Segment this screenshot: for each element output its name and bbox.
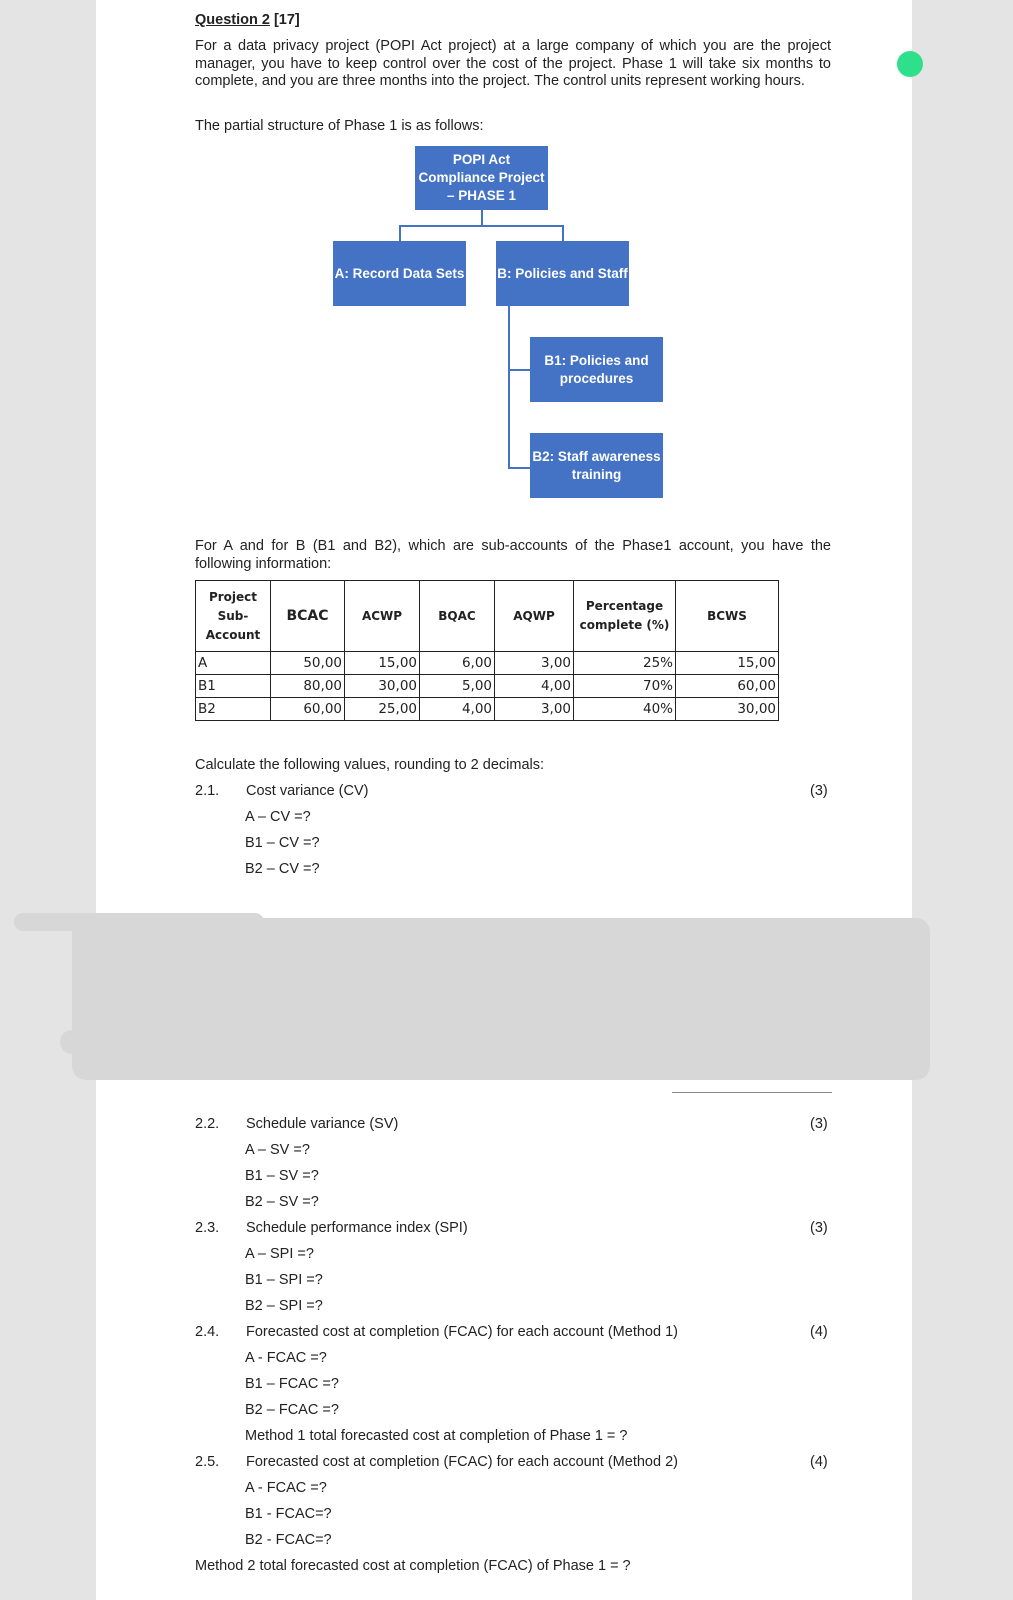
table-cell: 80,00 <box>271 675 345 698</box>
col-header: BQAC <box>420 581 495 652</box>
q23-item: B2 – SPI =? <box>245 1298 323 1314</box>
connector <box>562 225 564 241</box>
q21-item: A – CV =? <box>245 809 311 825</box>
q25-item: B2 - FCAC=? <box>245 1532 332 1548</box>
q24-item: B1 – FCAC =? <box>245 1376 339 1392</box>
table-cell: 30,00 <box>676 698 779 721</box>
org-root-box: POPI Act Compliance Project – PHASE 1 <box>415 146 548 210</box>
q21-item: B2 – CV =? <box>245 861 320 877</box>
table-cell: 70% <box>574 675 676 698</box>
table-cell: 50,00 <box>271 652 345 675</box>
redaction-mark <box>60 1030 360 1054</box>
org-b1-box: B1: Policies and procedures <box>530 337 663 402</box>
connector <box>508 306 510 469</box>
table-cell: A <box>196 652 271 675</box>
status-dot-icon <box>897 51 923 77</box>
table-cell: 60,00 <box>271 698 345 721</box>
q25-marks: (4) <box>810 1454 828 1470</box>
q25-item: A - FCAC =? <box>245 1480 327 1496</box>
org-a-box: A: Record Data Sets <box>333 241 466 306</box>
col-header: Percentage complete (%) <box>574 581 676 652</box>
account-table <box>195 580 779 721</box>
connector <box>399 225 564 227</box>
table-cell: 4,00 <box>420 698 495 721</box>
structure-intro: The partial structure of Phase 1 is as follows: <box>195 118 484 134</box>
table-cell: 3,00 <box>495 652 574 675</box>
q25-item: B1 - FCAC=? <box>245 1506 332 1522</box>
table-cell: 60,00 <box>676 675 779 698</box>
q21-text: Cost variance (CV) <box>246 783 369 799</box>
q23-number: 2.3. <box>195 1220 220 1236</box>
table-cell: 15,00 <box>676 652 779 675</box>
table-row <box>196 652 779 675</box>
q22-text: Schedule variance (SV) <box>246 1116 399 1132</box>
q24-item: A - FCAC =? <box>245 1350 327 1366</box>
col-header: ACWP <box>345 581 420 652</box>
table-cell: 3,00 <box>495 698 574 721</box>
q24-item: B2 – FCAC =? <box>245 1402 339 1418</box>
table-cell: 25,00 <box>345 698 420 721</box>
col-header: AQWP <box>495 581 574 652</box>
table-intro: For A and for B (B1 and B2), which are sub-accounts of the Phase1 account, you have the following information: <box>195 538 831 572</box>
table-cell: B2 <box>196 698 271 721</box>
table-cell: B1 <box>196 675 271 698</box>
q22-item: A – SV =? <box>245 1142 310 1158</box>
q21-item: B1 – CV =? <box>245 835 320 851</box>
connector <box>399 225 401 241</box>
final-question: Method 2 total forecasted cost at completion (FCAC) of Phase 1 = ? <box>195 1558 631 1574</box>
q24-number: 2.4. <box>195 1324 220 1340</box>
col-header: BCAC <box>271 581 345 652</box>
connector <box>481 210 483 226</box>
q23-text: Schedule performance index (SPI) <box>246 1220 468 1236</box>
q24-item: Method 1 total forecasted cost at completion of Phase 1 = ? <box>245 1428 628 1444</box>
table-row <box>196 675 779 698</box>
table-cell: 15,00 <box>345 652 420 675</box>
connector <box>508 467 530 469</box>
redaction-block <box>72 918 930 1080</box>
org-b2-box: B2: Staff awareness training <box>530 433 663 498</box>
table-cell: 5,00 <box>420 675 495 698</box>
col-header: Project Sub-Account <box>196 581 271 652</box>
table-cell: 6,00 <box>420 652 495 675</box>
q22-item: B2 – SV =? <box>245 1194 319 1210</box>
intro-paragraph: For a data privacy project (POPI Act project) at a large company of which you are the project manager, you have to keep control over the cost of the project. Phase 1 will take six months to complete, and you are three months into the project. The control units represent working hours. <box>195 38 831 89</box>
q22-number: 2.2. <box>195 1116 220 1132</box>
q21-number: 2.1. <box>195 783 220 799</box>
table-row <box>196 698 779 721</box>
q25-text: Forecasted cost at completion (FCAC) for each account (Method 2) <box>246 1454 678 1470</box>
q22-marks: (3) <box>810 1116 828 1132</box>
calc-intro: Calculate the following values, rounding to 2 decimals: <box>195 757 545 773</box>
q22-item: B1 – SV =? <box>245 1168 319 1184</box>
table-cell: 30,00 <box>345 675 420 698</box>
col-header: BCWS <box>676 581 779 652</box>
q24-text: Forecasted cost at completion (FCAC) for each account (Method 1) <box>246 1324 678 1340</box>
q23-marks: (3) <box>810 1220 828 1236</box>
q23-item: A – SPI =? <box>245 1246 314 1262</box>
q21-marks: (3) <box>810 783 828 799</box>
q23-item: B1 – SPI =? <box>245 1272 323 1288</box>
question-title: Question 2 [17] <box>195 12 300 28</box>
table-cell: 4,00 <box>495 675 574 698</box>
table-cell: 25% <box>574 652 676 675</box>
q25-number: 2.5. <box>195 1454 220 1470</box>
org-b-box: B: Policies and Staff <box>496 241 629 306</box>
connector <box>508 369 530 371</box>
table-cell: 40% <box>574 698 676 721</box>
divider <box>672 1092 832 1093</box>
q24-marks: (4) <box>810 1324 828 1340</box>
table-header-row <box>196 581 779 652</box>
